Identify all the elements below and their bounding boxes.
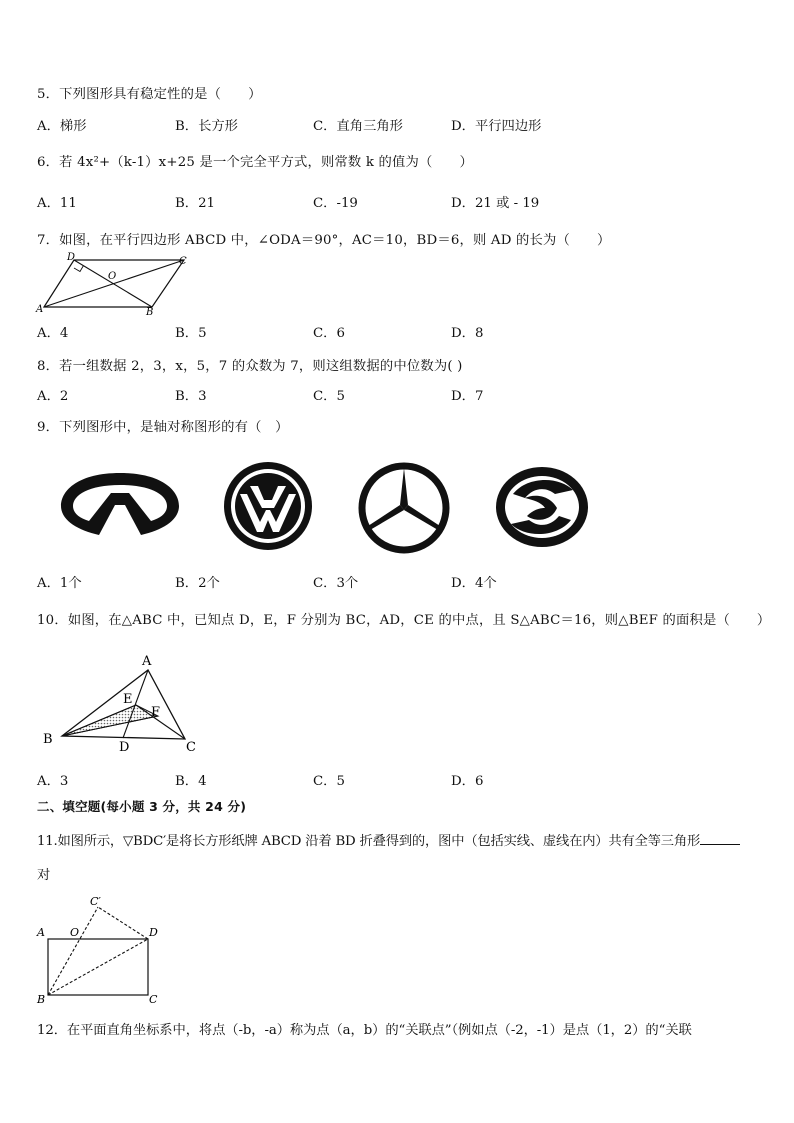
q6-option-a: A．11 <box>37 196 77 211</box>
q11-segment-dc-prime <box>98 907 148 939</box>
q11-label-a: A <box>37 926 45 939</box>
q11-label-d: D <box>149 926 158 939</box>
q11-label-o: O <box>70 926 80 939</box>
q7-option-c: C．6 <box>313 326 345 341</box>
q7-parallelogram-figure <box>34 252 194 318</box>
q8-option-c: C．5 <box>313 389 345 404</box>
q10-segment-ce <box>136 705 185 739</box>
q8-option-d: D．7 <box>451 389 484 404</box>
q10-option-c: C．5 <box>313 774 345 789</box>
q8-option-b: B．3 <box>175 389 207 404</box>
q10-label-c: C <box>186 740 196 755</box>
q5-stem: 5．下列图形具有稳定性的是（ ） <box>37 87 262 102</box>
mercedes-logo <box>358 462 450 554</box>
q8-option-a: A．2 <box>37 389 69 404</box>
q9-option-d: D．4个 <box>451 576 497 591</box>
q10-option-b: B．4 <box>175 774 207 789</box>
q6-option-c: C．-19 <box>313 196 358 211</box>
q9-option-a: A．1个 <box>37 576 82 591</box>
q5-option-a: A．梯形 <box>37 119 87 134</box>
q11-stem-line <box>37 830 740 849</box>
q11-diagonal-bd <box>48 939 148 995</box>
q10-option-a: A．3 <box>37 774 69 789</box>
q7-label-a: A <box>36 304 44 315</box>
q7-label-b: B <box>146 307 154 318</box>
q11-stem: 11.如图所示，▽BDC′是将长方形纸牌 ABCD 沿着 BD 折叠得到的，图中（包括实线、虚线在内）共有全等三角形 <box>37 834 701 849</box>
q7-label-o: O <box>108 271 117 282</box>
q10-label-a: A <box>142 654 152 669</box>
q12-stem: 12．在平面直角坐标系中，将点（-b，-a）称为点（a，b）的“关联点”（例如点（-2，-1）是点（1，2）的“关联 <box>37 1023 692 1038</box>
q11-stem-end: 对 <box>37 868 51 883</box>
q10-label-f: F <box>151 705 161 720</box>
volkswagen-logo <box>222 460 314 552</box>
q7-option-d: D．8 <box>451 326 484 341</box>
q7-label-c: C <box>179 256 187 267</box>
q7-option-b: B．5 <box>175 326 207 341</box>
q11-segment-bc-prime <box>48 907 98 995</box>
q5-option-c: C．直角三角形 <box>313 119 403 134</box>
q10-label-d: D <box>119 740 130 755</box>
q9-option-c: C．3个 <box>313 576 359 591</box>
q9-stem: 9．下列图形中，是轴对称图形的有（ ） <box>37 420 289 435</box>
q7-option-a: A．4 <box>37 326 69 341</box>
q7-label-d: D <box>67 252 76 263</box>
dongfeng-logo <box>493 464 591 550</box>
q11-label-c-prime: C′ <box>90 895 101 908</box>
q7-diagonal-bd <box>74 260 152 307</box>
section-2-title: 二、填空题(每小题 3 分，共 24 分) <box>37 799 247 814</box>
q9-option-b: B．2个 <box>175 576 220 591</box>
q11-answer-blank <box>700 832 740 845</box>
q10-option-d: D．6 <box>451 774 484 789</box>
infiniti-logo <box>59 465 181 545</box>
q11-label-c: C <box>149 993 158 1006</box>
q10-triangle-figure <box>40 650 210 765</box>
q7-stem: 7．如图，在平行四边形 ABCD 中，∠ODA＝90°，AC＝10，BD＝6，则 AD 的长为（ ） <box>37 233 611 248</box>
q5-option-b: B．长方形 <box>175 119 238 134</box>
q6-stem: 6．若 4x²+（k-1）x+25 是一个完全平方式，则常数 k 的值为（ ） <box>37 155 474 170</box>
q10-stem: 10．如图，在△ABC 中，已知点 D，E，F 分别为 BC，AD，CE 的中点，且 S△ABC＝16，则△BEF 的面积是（ ） <box>37 613 771 628</box>
q10-label-e: E <box>123 692 133 707</box>
q6-option-b: B．21 <box>175 196 215 211</box>
q11-label-b: B <box>37 993 46 1006</box>
q7-right-angle-mark <box>74 266 84 272</box>
q6-option-d: D．21 或 - 19 <box>451 196 540 211</box>
q8-stem: 8．若一组数据 2，3，x，5，7 的众数为 7，则这组数据的中位数为( ) <box>37 359 463 374</box>
q11-rectangle-figure <box>36 892 176 1007</box>
q10-label-b: B <box>43 732 53 747</box>
q5-option-d: D．平行四边形 <box>451 119 542 134</box>
